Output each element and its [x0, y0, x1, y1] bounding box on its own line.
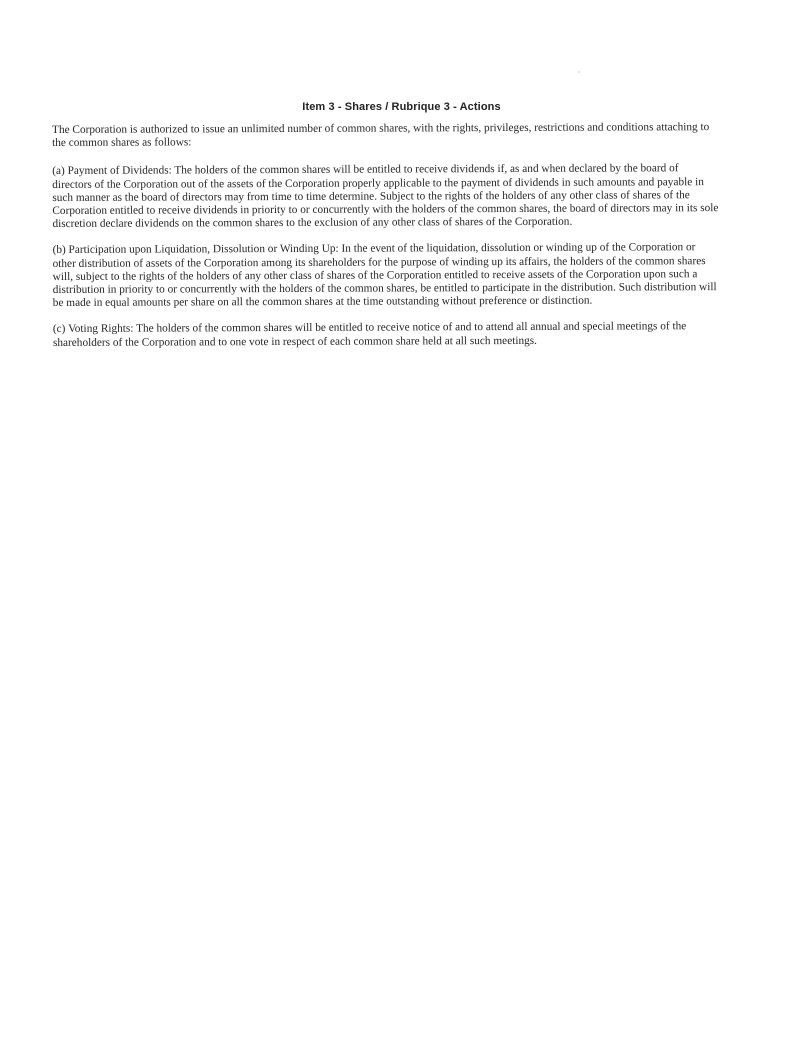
- intro-paragraph: The Corporation is authorized to issue an unlimited number of common shares, with the rights, privileges, restrictions and conditions attaching to the common shares as follows:: [52, 121, 710, 150]
- scan-speck: [578, 71, 580, 73]
- dividends-paragraph: (a) Payment of Dividends: The holders of the common shares will be entitled to receive dividends if, as and when declared by the board of directors of the Corporation out of the assets of the Corporation properly applicable to the payment of dividends in such amounts and payable in such manner as the board of directors may from time to time determine. Subject to the rights of the holders of any other class of shares of the Corporation entitled to receive dividends in priority to or concurrently with the holders of the common shares, the board of directors may in its sole discretion declare dividends on the common shares to the exclusion of any other class of shares of the Corporation.: [52, 162, 719, 231]
- document-body: [52, 121, 721, 363]
- liquidation-paragraph: (b) Participation upon Liquidation, Dissolution or Winding Up: In the event of the liquidation, dissolution or winding up of the Corporation or other distribution of assets of the Corporation among its shareholders for the purpose of winding up its affairs, the holders of the common shares will, subject to the rights of the holders of any other class of shares of the Corporation entitled to receive assets of the Corporation upon such a distribution in priority to or concurrently with the holders of the common shares, be entitled to participate in the distribution. Such distribution will be made in equal amounts per share on all the common shares at the time outstanding without preference or distinction.: [52, 241, 717, 310]
- voting-rights-paragraph: (c) Voting Rights: The holders of the common shares will be entitled to receive notice of and to attend all annual and special meetings of the shareholders of the Corporation and to one vote in respect of each common share held at all such meetings.: [52, 320, 687, 349]
- document-title: Item 3 - Shares / Rubrique 3 - Actions: [302, 101, 501, 113]
